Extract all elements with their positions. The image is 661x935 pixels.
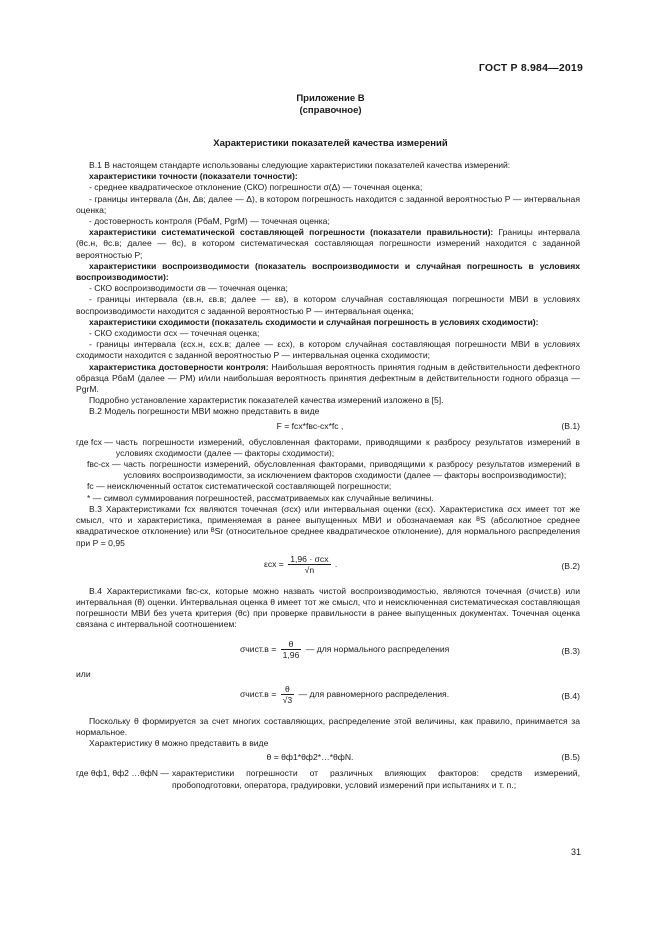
equation-b1: [76, 421, 580, 437]
where-item-2-symbol: fвс-сх —: [87, 459, 121, 470]
equation-b3-denominator: 1,96: [282, 649, 300, 660]
annex-type: (справочное): [299, 105, 362, 116]
document-body: [76, 160, 580, 791]
reproducibility-item-2: - границы интервала (εв.н, εв.в; далее — εв), в котором случайная составляющая погрешности МВИ в условиях воспроизводимости находится с заданной вероятностью Р — интервальная оценка;: [76, 294, 580, 316]
accuracy-item-2: - границы интервала (Δн, Δв; далее — Δ), в котором погрешность находится с заданной вероятностью Р — интервальная оценка;: [76, 193, 580, 215]
equation-b3-tail: — для нормального распределения: [305, 643, 450, 654]
accuracy-item-1: - среднее квадратическое отклонение (СКО) погрешности σ(Δ) — точечная оценка;: [89, 182, 423, 193]
systematic-heading: характеристики систематической составляющей погрешности (показатели правильности):: [89, 227, 494, 238]
convergence-heading: характеристики сходимости (показатель сходимости и случайная погрешность в условиях сходимости):: [89, 316, 539, 327]
where-item-3: fс — неисключенный остаток систематической составляющей погрешности;: [87, 481, 392, 492]
equation-b4-number: (В.4): [561, 690, 580, 701]
reproducibility-heading: характеристики воспроизводимости (показатель воспроизводимости и случайная погрешность в условиях воспроизводимости):: [76, 260, 580, 283]
equation-b2-numerator: 1,96 · σсх: [290, 553, 329, 564]
equation-b4-denominator: √3: [282, 694, 293, 705]
equation-b2-fraction: [288, 554, 330, 576]
annex-name: Приложение В: [296, 93, 365, 104]
systematic-text: Границы интервала (θс.н, θс.в; далее — θс), в котором систематическая составляющая погрешности измерений находится с заданной вероятностью Р;: [76, 227, 580, 260]
equation-b3-fraction: [281, 639, 302, 661]
or-text: или: [76, 668, 91, 679]
equation-b4-lhs: σчист.в =: [240, 689, 277, 700]
reliability-paragraph: [76, 362, 580, 396]
where-theta-symbol: где θф1, θф2 …θфN —: [76, 768, 169, 779]
paragraph-b1: В.1 В настоящем стандарте использованы следующие характеристики показателей качества измерений:: [89, 160, 511, 170]
where-item-1-symbol: где fсх —: [76, 436, 113, 447]
paragraph-b4-distribution: Поскольку θ формируется за счет многих составляющих, распределение этой величины, как правило, принимается за нормальное.: [76, 715, 580, 737]
convergence-item-1: - СКО сходимости σсх — точечная оценка;: [89, 328, 260, 339]
reliability-text: Наибольшая вероятность принятия годным в действительности дефектного образца РбаМ (далее — РМ) и/или наибольшая вероятность принятия дефектным в действительности годного образца — РgrM.: [76, 361, 580, 395]
reproducibility-item-1: - СКО воспроизводимости σв — точечная оценка;: [89, 283, 288, 294]
accuracy-item-3: - достоверность контроля (РбаМ, РgrM) — точечная оценка;: [89, 216, 330, 227]
paragraph-b3: В.3 Характеристиками fсх являются точечная (σсх) или интервальная оценки (εсх). Характеристика σсх имеет тот же смысл, что и характеристика, применяемая в ранее выпущенных МВИ и обозначаемая как ᴮS (абсолютное среднее квадратическое отклонение) или ᴮSr (относительное среднее квадратическое отклонение), для нормального распределения при Р = 0,95: [76, 503, 580, 548]
equation-b4-numerator: θ: [281, 684, 295, 695]
where-item-1: [76, 437, 580, 459]
reliability-heading: характеристика достоверности контроля:: [89, 361, 269, 372]
paragraph-b4: В.4 Характеристиками fвс-сх, которые можно назвать чистой воспроизводимостью, являются точечная (σчист.в) или интервальная (θ) оценки. Интервальная оценка θ имеет тот же смысл, что и неисключенная систематическая составляющая погрешности МВИ без учета критерия (θс) при проверке правильности в ранее выпущенных документах. Точечная оценка связана с интервальной соотношением:: [76, 585, 580, 630]
page-number: 31: [570, 847, 581, 857]
systematic-paragraph: [76, 227, 580, 261]
where-item-2-definition: часть погрешности измерений, обусловленная факторами, приводящими к разбросу результатов измерений в условиях воспроизводимости, за исключением факторов сходимости (далее — факторы воспроизводимости);: [123, 459, 580, 481]
equation-b3-number: (В.3): [561, 645, 580, 656]
equation-b4-tail: — для равномерного распределения.: [298, 689, 450, 700]
reference-paragraph: Подробно установление характеристик показателей качества измерений изложено в [5].: [89, 395, 444, 406]
equation-b2-tail: .: [334, 559, 338, 570]
equation-b4-body: [240, 684, 449, 706]
where-theta: [76, 768, 580, 790]
annex-heading: [0, 93, 661, 117]
equation-b3: [76, 637, 580, 667]
equation-b4: [76, 682, 580, 712]
equation-b2-denominator: √n: [304, 564, 315, 575]
convergence-item-2: - границы интервала (εсх.н, εсх.в; далее — εсх), в котором случайная составляющая погрешности МВИ в условиях сходимости находится с заданной вероятностью Р — интервальная оценка сходимости;: [76, 339, 580, 361]
paragraph-b2: В.2 Модель погрешности МВИ можно представить в виде: [89, 406, 320, 417]
where-item-4: * — символ суммирования погрешностей, рассматриваемых как случайные величины.: [87, 492, 434, 503]
where-item-1-definition: часть погрешности измерений, обусловленная факторами, приводящими к разбросу результатов измерений в условиях сходимости (далее — факторы сходимости);: [115, 436, 580, 458]
equation-b3-body: [240, 639, 449, 661]
equation-b4-fraction: [281, 684, 295, 706]
equation-b2-body: [264, 554, 337, 576]
where-item-2: [76, 459, 580, 481]
equation-b5-body: θ = θф1*θф2*…*θфN.: [266, 752, 354, 763]
where-theta-definition: характеристики погрешности от различных влияющих факторов: средств измерений, пробоподготовки, оператора, градуировки, условий измерений при испытаниях и т. п.;: [171, 768, 580, 790]
equation-b1-number: (В.1): [561, 420, 580, 431]
paragraph-b4-representation: Характеристику θ можно представить в виде: [89, 738, 269, 749]
equation-b2-number: (В.2): [561, 560, 580, 571]
accuracy-heading: характеристики точности (показатели точности):: [89, 171, 298, 182]
equation-b3-numerator: θ: [281, 639, 302, 650]
equation-b1-body: F = fсх*fвс-сх*fс ,: [276, 420, 344, 431]
equation-b2: [76, 552, 580, 582]
equation-b5: [76, 752, 580, 768]
section-title: Характеристики показателей качества измерений: [213, 138, 448, 149]
equation-b3-lhs: σчист.в =: [240, 643, 277, 654]
equation-b5-number: (В.5): [561, 752, 580, 763]
equation-b2-lhs: εсх =: [264, 559, 284, 570]
standard-number: ГОСТ Р 8.984—2019: [478, 62, 583, 74]
